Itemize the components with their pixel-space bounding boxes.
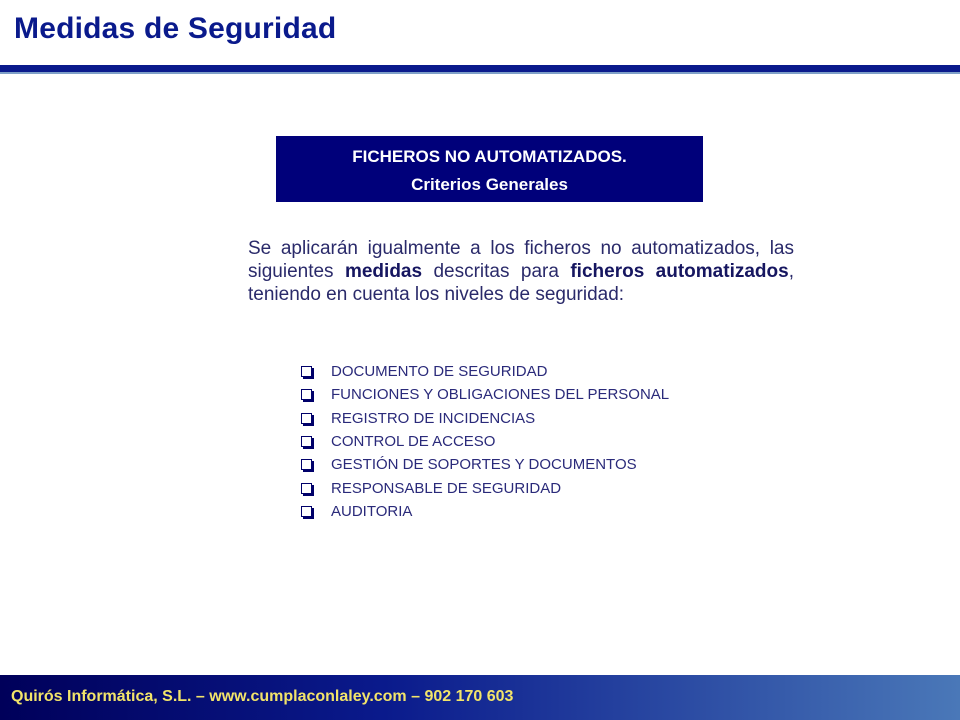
security-measures-list [298, 360, 669, 523]
checkbox-square-icon [301, 459, 312, 470]
list-item [298, 500, 669, 523]
title-divider [0, 65, 960, 72]
list-item [298, 453, 669, 476]
list-item-label: CONTROL DE ACCESO [331, 433, 496, 451]
list-item [298, 430, 669, 453]
list-item [298, 383, 669, 406]
checkbox-square-icon [301, 413, 312, 424]
intro-paragraph [248, 237, 794, 306]
section-header-subtitle: Criterios Generales [411, 175, 568, 194]
checkbox-square-icon [301, 506, 312, 517]
list-item [298, 476, 669, 499]
list-item-label: DOCUMENTO DE SEGURIDAD [331, 363, 548, 381]
intro-text-1: Se aplicarán igualmente a los ficheros no automatizados, las siguientes [248, 238, 794, 282]
checkbox-square-icon [301, 483, 312, 494]
checkbox-square-icon [301, 436, 312, 447]
list-item [298, 360, 669, 383]
list-item-label: FUNCIONES Y OBLIGACIONES DEL PERSONAL [331, 386, 670, 404]
list-item-label: GESTIÓN DE SOPORTES Y DOCUMENTOS [331, 456, 637, 474]
intro-text-3: , teniendo en cuenta los niveles de seguridad: [248, 261, 794, 305]
section-header-box [276, 136, 703, 202]
section-header-title: FICHEROS NO AUTOMATIZADOS. [352, 147, 627, 166]
intro-text-2: descritas para [422, 261, 571, 282]
checkbox-square-icon [301, 366, 312, 377]
footer-company-info: Quirós Informática, S.L. – www.cumplaconlaley.com – 902 170 603 [11, 688, 514, 705]
list-item [298, 407, 669, 430]
slide-title: Medidas de Seguridad [14, 12, 337, 45]
title-divider-accent [0, 72, 960, 74]
list-item-label: RESPONSABLE DE SEGURIDAD [331, 479, 562, 497]
list-item-label: AUDITORIA [331, 502, 413, 520]
intro-emphasis-ficheros: ficheros automatizados [570, 261, 789, 282]
list-item-label: REGISTRO DE INCIDENCIAS [331, 409, 536, 427]
intro-emphasis-medidas: medidas [344, 261, 423, 282]
checkbox-square-icon [301, 389, 312, 400]
